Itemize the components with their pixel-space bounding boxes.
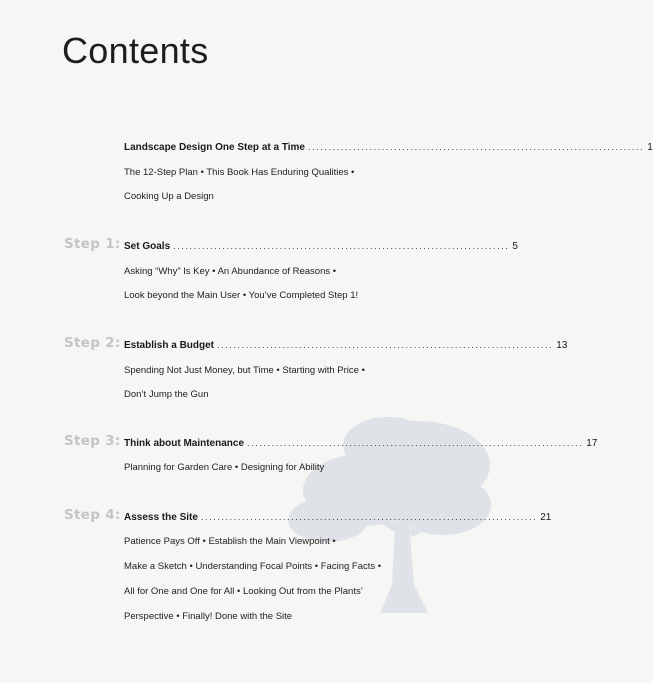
toc-heading: Assess the Site <box>124 512 198 523</box>
toc-page-number: 5 <box>512 241 518 252</box>
page-title: Contents <box>62 30 209 71</box>
toc-heading-row <box>124 140 653 155</box>
dot-leader: .................................................................................. <box>173 241 510 251</box>
toc-page-number: 13 <box>556 340 568 351</box>
toc-heading: Think about Maintenance <box>124 438 245 449</box>
toc-topic-line: Look beyond the Main User • You’ve Completed Step 1! <box>124 290 359 301</box>
toc-heading-row <box>124 239 518 254</box>
toc-heading-row <box>124 436 598 451</box>
toc-topic-line: Cooking Up a Design <box>124 191 214 202</box>
toc-topic-line: Make a Sketch • Understanding Focal Points • Facing Facts • <box>124 561 382 572</box>
toc-page-number: 17 <box>586 438 598 449</box>
toc-heading: Establish a Budget <box>124 340 215 351</box>
toc-topic-line: Spending Not Just Money, but Time • Starting with Price • <box>124 365 365 376</box>
step-label: Step 3: <box>64 433 121 449</box>
toc-topic-line: Planning for Garden Care • Designing for Ability <box>124 462 325 473</box>
toc-topic-line: Asking “Why” Is Key • An Abundance of Reasons • <box>124 266 337 277</box>
toc-heading-row <box>124 510 552 525</box>
toc-heading: Set Goals <box>124 241 171 252</box>
toc-heading-row <box>124 338 568 353</box>
step-label: Step 2: <box>64 335 121 351</box>
dot-leader: .................................................................................. <box>307 142 645 152</box>
toc-page-number: 1 <box>647 142 653 153</box>
toc-topic-line: Perspective • Finally! Done with the Site <box>124 611 293 622</box>
dot-leader: .................................................................................. <box>217 340 554 350</box>
toc-topic-line: The 12-Step Plan • This Book Has Enduring Qualities • <box>124 167 355 178</box>
toc-topic-line: Don’t Jump the Gun <box>124 389 209 400</box>
toc-topic-line: Patience Pays Off • Establish the Main Viewpoint • <box>124 536 336 547</box>
toc-heading: Landscape Design One Step at a Time <box>124 142 305 153</box>
dot-leader: .................................................................................. <box>200 512 538 522</box>
step-label: Step 4: <box>64 507 121 523</box>
toc-page-number: 21 <box>540 512 552 523</box>
dot-leader: .................................................................................. <box>247 438 584 448</box>
step-label: Step 1: <box>64 236 121 252</box>
toc-topic-line: All for One and One for All • Looking Out from the Plants’ <box>124 586 363 597</box>
